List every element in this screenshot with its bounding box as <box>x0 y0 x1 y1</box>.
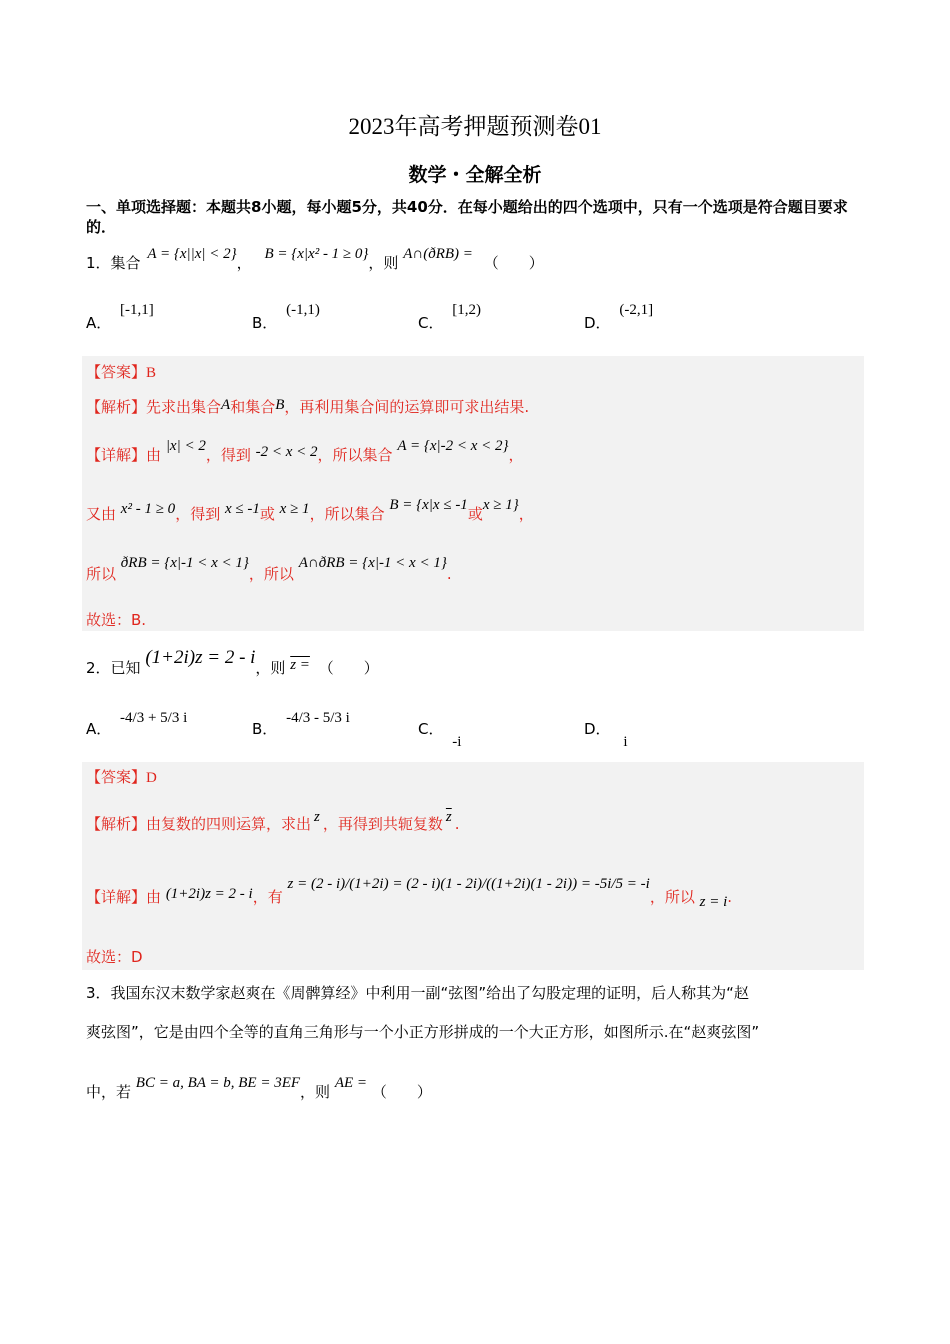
analysis-text: 和集合 <box>230 398 276 416</box>
q2-conclusion: 故选：D <box>86 948 143 966</box>
detail-math: B = {x|x ≤ -1 <box>389 497 468 513</box>
detail-tag: 【详解】 <box>86 888 147 906</box>
question-2-stem <box>86 647 379 679</box>
detail-text: 又由 <box>86 505 117 523</box>
question-mid: ，则 <box>255 659 286 677</box>
detail-math: x ≥ 1 <box>279 501 310 517</box>
analysis-text: . <box>454 815 460 833</box>
q1-conclusion: 故选：B. <box>86 611 147 629</box>
option-value: -4/3 - 5/3 i <box>286 710 350 726</box>
q1-detail-line-1 <box>86 438 524 465</box>
analysis-text: ，再得到共轭复数 <box>322 815 443 833</box>
q2-analysis-line <box>86 809 460 834</box>
question-given: (1+2i)z = 2 - i <box>145 647 256 668</box>
detail-text: 由 <box>146 446 162 464</box>
option-label: A． <box>86 720 112 738</box>
option-value: -i <box>452 734 462 750</box>
detail-text: ，得到 <box>175 505 221 523</box>
answer-paren: （ ） <box>318 659 379 677</box>
question-number: 3． <box>86 984 111 1002</box>
q1-detail-line-2 <box>86 497 534 524</box>
answer-paren: （ ） <box>483 254 544 272</box>
page-subtitle: 数学・全解全析 <box>408 164 542 186</box>
option-value: [-1,1] <box>120 302 154 318</box>
detail-text: ，得到 <box>205 446 251 464</box>
analysis-var: z <box>314 809 320 825</box>
option-value: (-1,1) <box>286 302 320 318</box>
analysis-var: $\overline{z}$ <box>445 809 452 825</box>
question-lead: 集合 <box>110 254 141 272</box>
set-b-definition: B = {x|x² - 1 ≥ 0} <box>264 246 369 262</box>
q2-option-b <box>252 710 350 739</box>
detail-math: A = {x|-2 < x < 2} <box>397 438 509 454</box>
detail-text: 或 <box>467 505 483 523</box>
q2-option-d <box>584 718 628 750</box>
detail-text: ， <box>518 505 534 523</box>
detail-text: 所以 <box>86 565 117 583</box>
detail-text: . <box>727 888 733 906</box>
option-value: i <box>623 734 628 750</box>
q1-option-d <box>584 302 654 333</box>
detail-math: x² - 1 ≥ 0 <box>120 501 176 517</box>
analysis-tag: 【解析】 <box>86 398 147 416</box>
detail-equation: z = (2 - i)/(1+2i) = (2 - i)(1 - 2i)/((1+2i)(1 - 2i)) = -5i/5 = -i <box>287 876 650 892</box>
option-label: C． <box>418 314 444 332</box>
option-label: B． <box>252 720 278 738</box>
detail-text: ，所以 <box>248 565 294 583</box>
question-3-line-2: 爽弦图”，它是由四个全等的直角三角形与一个小正方形拼成的一个大正方形，如图所示.在“赵爽弦图” <box>86 1023 760 1041</box>
answer-value: D <box>146 770 157 786</box>
analysis-text: 先求出集合 <box>146 398 222 416</box>
detail-text: ，有 <box>252 888 283 906</box>
detail-text: ，所以集合 <box>309 505 385 523</box>
question-1-stem <box>86 246 544 273</box>
q1-detail-line-3 <box>86 555 452 584</box>
option-label: D． <box>584 314 611 332</box>
detail-text: 或 <box>259 505 275 523</box>
question-expression: A∩(ðRB) = <box>403 246 473 262</box>
detail-text: ， <box>508 446 524 464</box>
answer-paren: （ ） <box>371 1083 432 1101</box>
answer-tag: 【答案】 <box>86 768 147 786</box>
section-heading: 一、单项选择题：本题共8小题，每小题5分，共40分．在每小题给出的四个选项中，只有一个选项是符合题目要求的． <box>86 198 848 236</box>
analysis-text: ，再利用集合间的运算即可求出结果. <box>284 398 530 416</box>
answer-value: B <box>146 365 157 381</box>
detail-text: . <box>446 565 452 583</box>
detail-math: x ≥ 1} <box>482 497 519 513</box>
question-number: 1． <box>86 254 111 272</box>
set-a-definition: A = {x||x| < 2} <box>147 246 237 262</box>
question-lead: 已知 <box>110 659 141 677</box>
q2-detail-line <box>86 876 733 910</box>
separator: ， <box>236 254 252 272</box>
question-3-line-1 <box>86 982 749 1003</box>
q2-option-c <box>418 718 462 750</box>
question-mid: ，则 <box>368 254 399 272</box>
option-label: A． <box>86 314 112 332</box>
analysis-text: 由复数的四则运算，求出 <box>146 815 312 833</box>
q1-analysis-line <box>86 396 529 417</box>
q1-option-c <box>418 302 482 333</box>
question-text: ，则 <box>300 1083 331 1101</box>
detail-text: 由 <box>146 888 162 906</box>
detail-math: |x| < 2 <box>165 438 206 454</box>
q2-solution-box <box>82 762 864 970</box>
detail-text: ，所以集合 <box>317 446 393 464</box>
question-math: BC = a, BA = b, BE = 3EF <box>135 1075 301 1091</box>
zbar-expression: z = <box>290 657 310 673</box>
detail-math: -2 < x < 2 <box>255 444 318 460</box>
question-text: 中，若 <box>86 1083 132 1101</box>
analysis-var: A <box>221 397 231 413</box>
option-label: B． <box>252 314 278 332</box>
question-number: 2． <box>86 659 111 677</box>
detail-math: (1+2i)z = 2 - i <box>165 886 253 902</box>
option-value: [1,2) <box>452 302 482 318</box>
q1-option-a <box>86 302 154 333</box>
detail-math: A∩ðRB = {x|-1 < x < 1} <box>298 555 447 571</box>
question-text: 我国东汉末数学家赵爽在《周髀算经》中利用一副“弦图”给出了勾股定理的证明，后人称其为“赵 <box>110 984 749 1002</box>
detail-text: ，所以 <box>649 888 695 906</box>
question-math: AE = <box>334 1075 368 1091</box>
q2-answer-line <box>86 766 157 787</box>
analysis-var: B <box>275 397 285 413</box>
detail-math: z = i <box>699 894 728 910</box>
option-label: C． <box>418 720 444 738</box>
option-value: (-2,1] <box>619 302 654 318</box>
option-label: D． <box>584 720 611 738</box>
analysis-tag: 【解析】 <box>86 815 147 833</box>
detail-math: x ≤ -1 <box>224 501 260 517</box>
detail-math: ðRB = {x|-1 < x < 1} <box>120 555 249 571</box>
detail-tag: 【详解】 <box>86 446 147 464</box>
q1-option-b <box>252 302 320 333</box>
option-value: -4/3 + 5/3 i <box>120 710 188 726</box>
answer-tag: 【答案】 <box>86 363 147 381</box>
q2-option-a <box>86 710 188 739</box>
q1-answer-line <box>86 361 156 382</box>
page-title: 2023年高考押题预测卷01 <box>348 114 602 139</box>
question-3-line-3 <box>86 1075 432 1102</box>
